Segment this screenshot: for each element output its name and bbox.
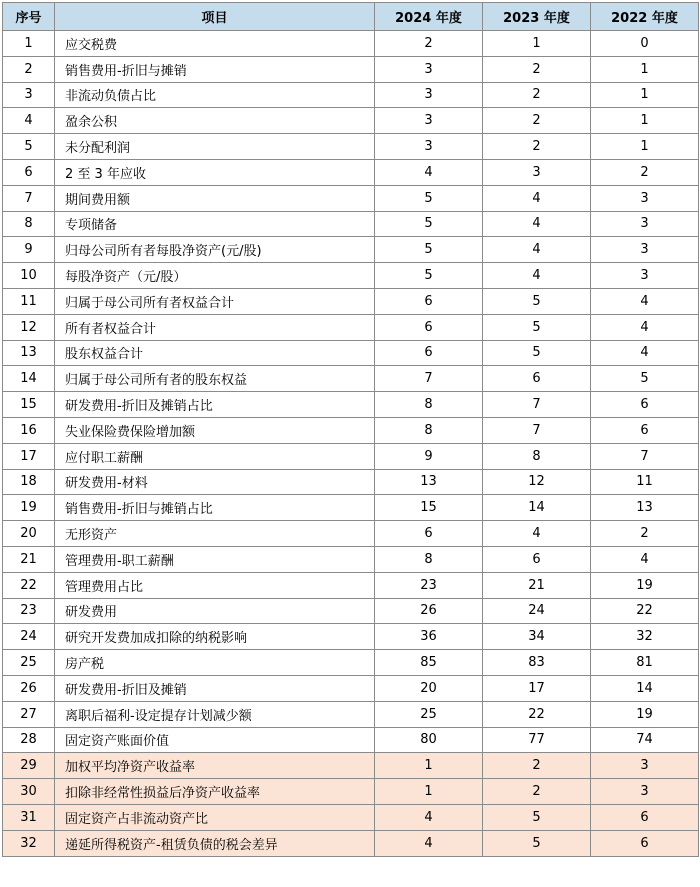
row-2023: 7 xyxy=(483,417,591,443)
row-seq: 12 xyxy=(3,314,55,340)
row-2023: 17 xyxy=(483,675,591,701)
row-2023: 34 xyxy=(483,624,591,650)
row-2024: 6 xyxy=(375,314,483,340)
row-2022: 19 xyxy=(591,572,699,598)
row-2023: 22 xyxy=(483,701,591,727)
table-row xyxy=(3,572,699,598)
row-item: 无形资产 xyxy=(55,521,375,547)
row-item: 房产税 xyxy=(55,650,375,676)
row-seq: 28 xyxy=(3,727,55,753)
row-2023: 4 xyxy=(483,185,591,211)
row-item: 研发费用 xyxy=(55,598,375,624)
row-item: 失业保险费保险增加额 xyxy=(55,417,375,443)
row-2023: 4 xyxy=(483,237,591,263)
row-seq: 11 xyxy=(3,288,55,314)
row-seq: 6 xyxy=(3,159,55,185)
row-2023: 1 xyxy=(483,31,591,57)
row-2022: 32 xyxy=(591,624,699,650)
table-row xyxy=(3,443,699,469)
row-seq: 9 xyxy=(3,237,55,263)
row-2023: 4 xyxy=(483,521,591,547)
row-item: 专项储备 xyxy=(55,211,375,237)
row-seq: 14 xyxy=(3,366,55,392)
table-row xyxy=(3,624,699,650)
table-row xyxy=(3,56,699,82)
header-row xyxy=(3,3,699,31)
table-row xyxy=(3,392,699,418)
row-seq: 5 xyxy=(3,134,55,160)
data-table xyxy=(2,2,699,857)
table-row xyxy=(3,211,699,237)
row-item: 固定资产占非流动资产比 xyxy=(55,804,375,830)
table-row xyxy=(3,546,699,572)
row-seq: 8 xyxy=(3,211,55,237)
row-2023: 6 xyxy=(483,546,591,572)
row-2022: 6 xyxy=(591,417,699,443)
row-seq: 31 xyxy=(3,804,55,830)
table-row xyxy=(3,108,699,134)
row-2023: 83 xyxy=(483,650,591,676)
row-2023: 21 xyxy=(483,572,591,598)
header-item: 项目 xyxy=(55,3,375,31)
row-seq: 24 xyxy=(3,624,55,650)
row-2024: 5 xyxy=(375,237,483,263)
row-2023: 3 xyxy=(483,159,591,185)
row-item: 所有者权益合计 xyxy=(55,314,375,340)
row-2023: 8 xyxy=(483,443,591,469)
row-2024: 15 xyxy=(375,495,483,521)
row-2024: 4 xyxy=(375,804,483,830)
row-2024: 13 xyxy=(375,469,483,495)
table-row xyxy=(3,753,699,779)
row-2024: 23 xyxy=(375,572,483,598)
row-2022: 0 xyxy=(591,31,699,57)
row-2022: 3 xyxy=(591,211,699,237)
row-2024: 36 xyxy=(375,624,483,650)
row-item: 研究开发费加成扣除的纳税影响 xyxy=(55,624,375,650)
row-2022: 19 xyxy=(591,701,699,727)
row-seq: 18 xyxy=(3,469,55,495)
header-2024: 2024 年度 xyxy=(375,3,483,31)
table-row xyxy=(3,366,699,392)
row-2023: 4 xyxy=(483,263,591,289)
row-2023: 2 xyxy=(483,134,591,160)
row-seq: 2 xyxy=(3,56,55,82)
row-2024: 6 xyxy=(375,521,483,547)
row-2024: 20 xyxy=(375,675,483,701)
table-row xyxy=(3,804,699,830)
row-2024: 3 xyxy=(375,134,483,160)
table-row xyxy=(3,830,699,856)
row-2023: 5 xyxy=(483,340,591,366)
row-item: 管理费用-职工薪酬 xyxy=(55,546,375,572)
row-2023: 77 xyxy=(483,727,591,753)
row-2022: 22 xyxy=(591,598,699,624)
table-row xyxy=(3,598,699,624)
row-2024: 4 xyxy=(375,830,483,856)
row-2023: 2 xyxy=(483,779,591,805)
table-row xyxy=(3,727,699,753)
table-body xyxy=(3,31,699,857)
row-item: 应付职工薪酬 xyxy=(55,443,375,469)
row-2022: 14 xyxy=(591,675,699,701)
row-seq: 4 xyxy=(3,108,55,134)
row-2024: 5 xyxy=(375,263,483,289)
row-item: 归属于母公司所有者权益合计 xyxy=(55,288,375,314)
row-2022: 3 xyxy=(591,237,699,263)
row-2022: 13 xyxy=(591,495,699,521)
row-2022: 6 xyxy=(591,392,699,418)
row-2023: 2 xyxy=(483,108,591,134)
row-2022: 5 xyxy=(591,366,699,392)
row-2022: 6 xyxy=(591,830,699,856)
row-item: 归属于母公司所有者的股东权益 xyxy=(55,366,375,392)
row-2022: 4 xyxy=(591,340,699,366)
row-seq: 7 xyxy=(3,185,55,211)
table-row xyxy=(3,521,699,547)
table-row xyxy=(3,314,699,340)
table-row xyxy=(3,159,699,185)
row-seq: 13 xyxy=(3,340,55,366)
row-2024: 8 xyxy=(375,546,483,572)
row-2024: 6 xyxy=(375,340,483,366)
row-2024: 8 xyxy=(375,392,483,418)
row-seq: 19 xyxy=(3,495,55,521)
row-2022: 3 xyxy=(591,185,699,211)
row-2024: 8 xyxy=(375,417,483,443)
table-row xyxy=(3,779,699,805)
row-seq: 1 xyxy=(3,31,55,57)
row-2024: 2 xyxy=(375,31,483,57)
row-2024: 25 xyxy=(375,701,483,727)
table-row xyxy=(3,288,699,314)
row-2024: 5 xyxy=(375,185,483,211)
row-2024: 5 xyxy=(375,211,483,237)
row-seq: 27 xyxy=(3,701,55,727)
row-2023: 6 xyxy=(483,366,591,392)
row-item: 销售费用-折旧与摊销占比 xyxy=(55,495,375,521)
row-2024: 3 xyxy=(375,56,483,82)
row-2022: 2 xyxy=(591,521,699,547)
row-item: 扣除非经常性损益后净资产收益率 xyxy=(55,779,375,805)
row-2023: 2 xyxy=(483,753,591,779)
row-2024: 26 xyxy=(375,598,483,624)
table-row xyxy=(3,82,699,108)
row-item: 非流动负债占比 xyxy=(55,82,375,108)
row-2023: 14 xyxy=(483,495,591,521)
row-2023: 12 xyxy=(483,469,591,495)
row-item: 未分配利润 xyxy=(55,134,375,160)
row-seq: 10 xyxy=(3,263,55,289)
row-2023: 24 xyxy=(483,598,591,624)
row-seq: 25 xyxy=(3,650,55,676)
row-2022: 3 xyxy=(591,779,699,805)
row-2024: 1 xyxy=(375,753,483,779)
row-2022: 1 xyxy=(591,134,699,160)
row-2023: 5 xyxy=(483,830,591,856)
row-2022: 2 xyxy=(591,159,699,185)
row-item: 股东权益合计 xyxy=(55,340,375,366)
row-2022: 4 xyxy=(591,314,699,340)
row-item: 离职后福利-设定提存计划减少额 xyxy=(55,701,375,727)
row-2022: 7 xyxy=(591,443,699,469)
row-2022: 81 xyxy=(591,650,699,676)
table-row xyxy=(3,675,699,701)
row-item: 研发费用-材料 xyxy=(55,469,375,495)
row-item: 2 至 3 年应收 xyxy=(55,159,375,185)
row-2022: 4 xyxy=(591,546,699,572)
header-seq: 序号 xyxy=(3,3,55,31)
row-seq: 17 xyxy=(3,443,55,469)
row-seq: 22 xyxy=(3,572,55,598)
row-2022: 3 xyxy=(591,753,699,779)
row-item: 每股净资产（元/股） xyxy=(55,263,375,289)
row-item: 期间费用额 xyxy=(55,185,375,211)
row-seq: 30 xyxy=(3,779,55,805)
table-row xyxy=(3,134,699,160)
header-2022: 2022 年度 xyxy=(591,3,699,31)
table-row xyxy=(3,469,699,495)
row-seq: 29 xyxy=(3,753,55,779)
row-2024: 1 xyxy=(375,779,483,805)
header-2023: 2023 年度 xyxy=(483,3,591,31)
row-2022: 6 xyxy=(591,804,699,830)
row-2023: 5 xyxy=(483,804,591,830)
row-2022: 74 xyxy=(591,727,699,753)
row-2024: 4 xyxy=(375,159,483,185)
row-2024: 80 xyxy=(375,727,483,753)
row-2023: 5 xyxy=(483,288,591,314)
row-item: 研发费用-折旧及摊销 xyxy=(55,675,375,701)
row-2024: 6 xyxy=(375,288,483,314)
row-seq: 23 xyxy=(3,598,55,624)
table-row xyxy=(3,340,699,366)
row-seq: 16 xyxy=(3,417,55,443)
table-row xyxy=(3,650,699,676)
row-seq: 32 xyxy=(3,830,55,856)
table-row xyxy=(3,417,699,443)
row-seq: 3 xyxy=(3,82,55,108)
row-item: 销售费用-折旧与摊销 xyxy=(55,56,375,82)
row-2024: 3 xyxy=(375,82,483,108)
row-item: 盈余公积 xyxy=(55,108,375,134)
row-2022: 3 xyxy=(591,263,699,289)
row-2022: 1 xyxy=(591,82,699,108)
row-item: 归母公司所有者每股净资产(元/股) xyxy=(55,237,375,263)
row-item: 研发费用-折旧及摊销占比 xyxy=(55,392,375,418)
row-2023: 2 xyxy=(483,56,591,82)
row-2022: 1 xyxy=(591,56,699,82)
table-row xyxy=(3,495,699,521)
row-2022: 11 xyxy=(591,469,699,495)
table-row xyxy=(3,31,699,57)
row-2022: 4 xyxy=(591,288,699,314)
table-row xyxy=(3,263,699,289)
row-2023: 2 xyxy=(483,82,591,108)
row-item: 管理费用占比 xyxy=(55,572,375,598)
table-row xyxy=(3,237,699,263)
row-seq: 20 xyxy=(3,521,55,547)
row-2024: 85 xyxy=(375,650,483,676)
table-row xyxy=(3,185,699,211)
row-2024: 3 xyxy=(375,108,483,134)
row-seq: 15 xyxy=(3,392,55,418)
row-seq: 21 xyxy=(3,546,55,572)
row-item: 加权平均净资产收益率 xyxy=(55,753,375,779)
table-row xyxy=(3,701,699,727)
row-item: 固定资产账面价值 xyxy=(55,727,375,753)
row-2024: 7 xyxy=(375,366,483,392)
row-2024: 9 xyxy=(375,443,483,469)
row-2023: 7 xyxy=(483,392,591,418)
row-2023: 5 xyxy=(483,314,591,340)
row-seq: 26 xyxy=(3,675,55,701)
row-item: 应交税费 xyxy=(55,31,375,57)
row-2022: 1 xyxy=(591,108,699,134)
row-item: 递延所得税资产-租赁负债的税会差异 xyxy=(55,830,375,856)
row-2023: 4 xyxy=(483,211,591,237)
